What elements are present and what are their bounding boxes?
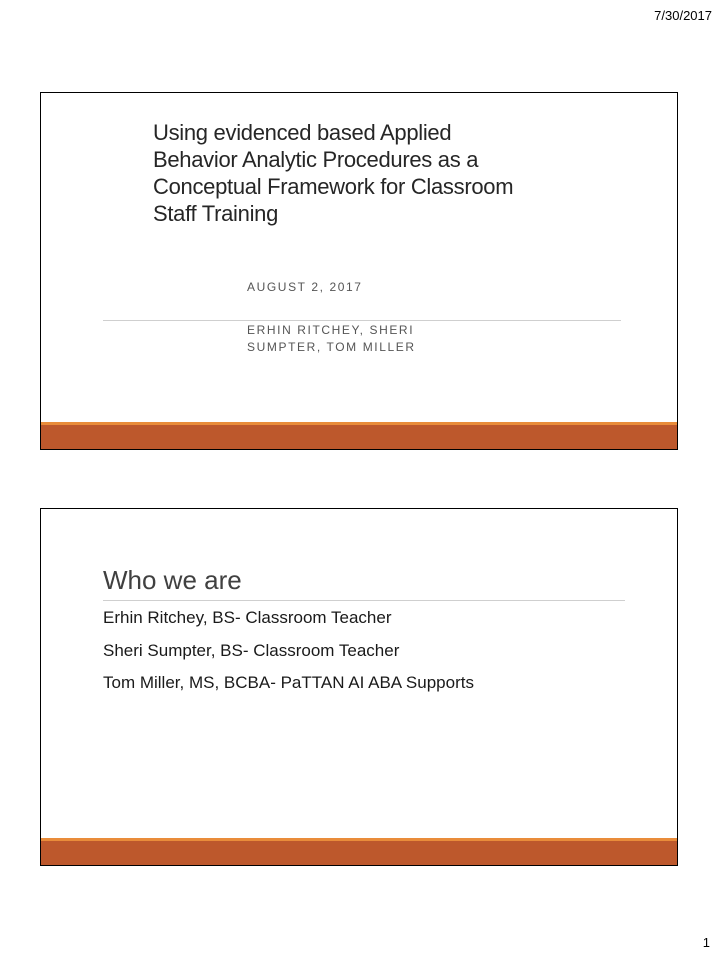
list-item: Tom Miller, MS, BCBA- PaTTAN AI ABA Supports [103,673,474,692]
slide-title-heading [153,119,593,227]
presenter-list [103,607,474,705]
page-number: 1 [702,935,710,950]
page-date: 7/30/2017 [654,8,712,23]
list-item: Sheri Sumpter, BS- Classroom Teacher [103,640,400,660]
presentation-date: AUGUST 2, 2017 [247,280,363,294]
slide-who-we-are [40,508,678,866]
title-line: Behavior Analytic Procedures as a [153,147,479,172]
slide-footer-bar [41,422,677,449]
slide-footer-accent-line [41,422,677,425]
author-line: ERHIN RITCHEY, SHERI [247,323,415,337]
slide-title [40,92,678,450]
author-line: SUMPTER, TOM MILLER [247,340,416,354]
title-line: Conceptual Framework for Classroom [153,174,514,199]
divider [103,600,625,601]
slide-footer-accent-line [41,838,677,841]
title-line: Staff Training [153,201,279,226]
slide-heading: Who we are [103,565,242,595]
slide-footer-bar [41,838,677,865]
presentation-authors [247,322,547,356]
title-line: Using evidenced based Applied [153,120,452,145]
divider [103,320,621,321]
list-item: Erhin Ritchey, BS- Classroom Teacher [103,608,392,627]
